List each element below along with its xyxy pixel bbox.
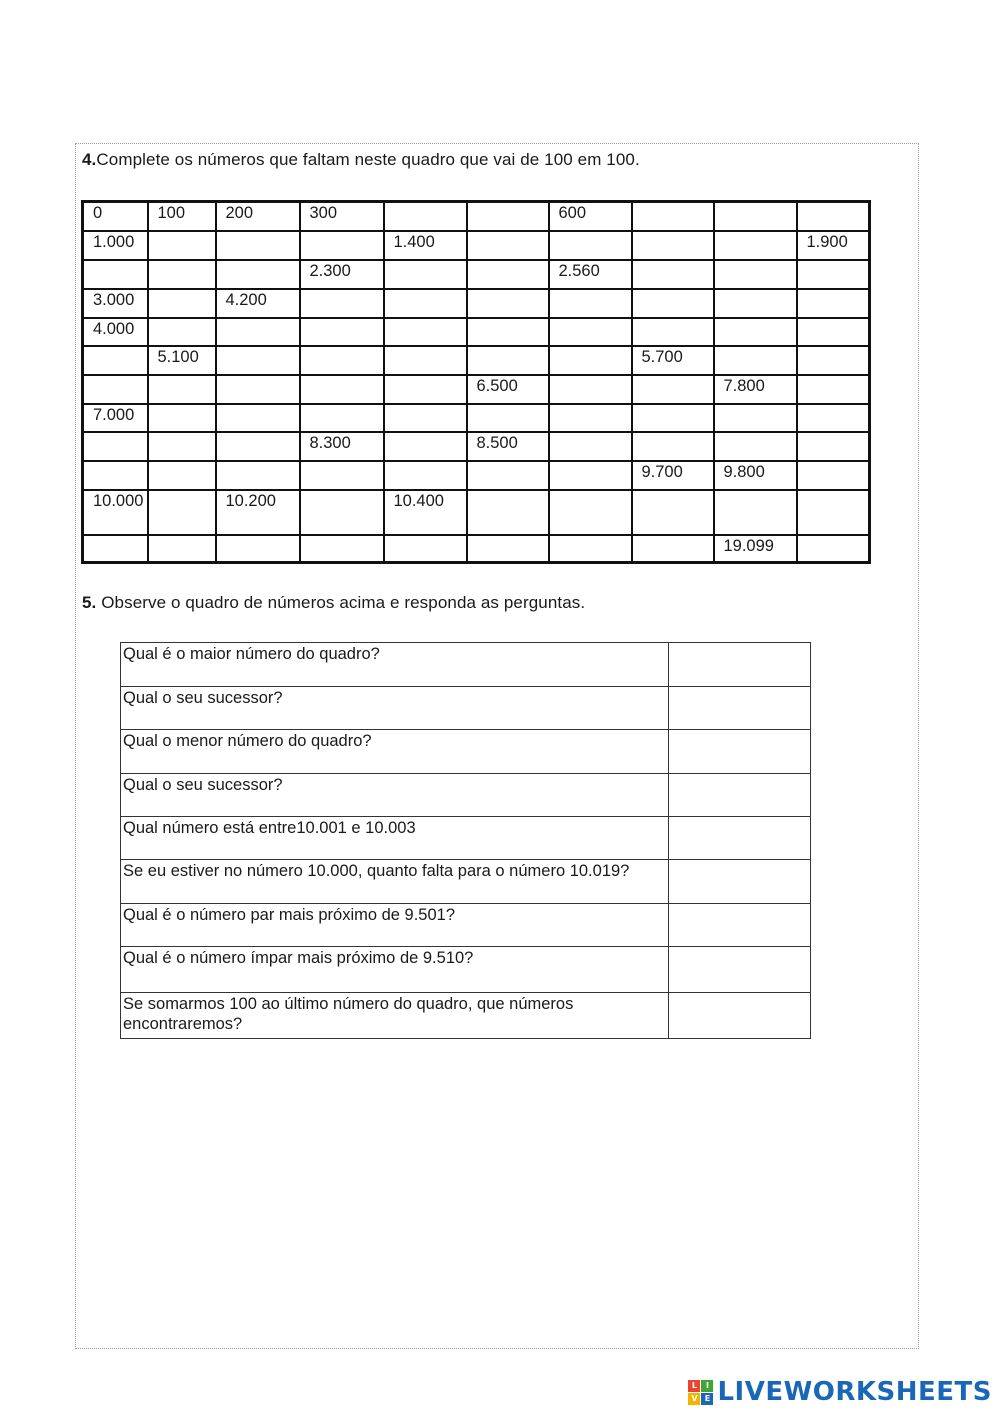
grid-cell[interactable] (632, 231, 714, 260)
grid-cell[interactable] (300, 404, 384, 432)
answer-field[interactable] (669, 730, 811, 774)
grid-cell[interactable] (384, 461, 467, 490)
grid-cell[interactable] (300, 535, 384, 563)
grid-cell[interactable] (714, 260, 797, 289)
grid-cell: 300 (300, 202, 384, 231)
grid-cell[interactable] (467, 231, 549, 260)
grid-cell[interactable] (549, 432, 632, 461)
grid-cell[interactable] (467, 260, 549, 289)
grid-cell[interactable] (549, 231, 632, 260)
grid-cell[interactable] (797, 461, 870, 490)
brand-text: LIVEWORKSHEETS (717, 1377, 992, 1407)
grid-row (83, 318, 870, 346)
grid-cell[interactable] (632, 375, 714, 404)
question-text: Se somarmos 100 ao último número do quadro, que números encontraremos? (121, 993, 669, 1039)
grid-cell[interactable] (384, 535, 467, 563)
grid-cell[interactable] (83, 432, 148, 461)
grid-cell[interactable] (384, 432, 467, 461)
grid-cell: 3.000 (83, 289, 148, 318)
grid-cell[interactable] (467, 346, 549, 375)
grid-cell[interactable] (148, 289, 216, 318)
question-text: Qual o seu sucessor? (121, 687, 669, 730)
question-row (121, 817, 811, 860)
grid-cell: 5.700 (632, 346, 714, 375)
grid-cell: 100 (148, 202, 216, 231)
grid-row (83, 375, 870, 404)
section-5-text: Observe o quadro de números acima e responda as perguntas. (96, 593, 586, 612)
grid-cell[interactable] (797, 202, 870, 231)
grid-cell: 9.800 (714, 461, 797, 490)
logo-letter: I (701, 1380, 713, 1392)
grid-cell[interactable] (300, 490, 384, 535)
grid-cell[interactable] (216, 260, 300, 289)
grid-cell[interactable] (148, 231, 216, 260)
grid-cell: 2.560 (549, 260, 632, 289)
answer-field[interactable] (669, 947, 811, 993)
logo-letter: V (688, 1393, 700, 1405)
grid-cell[interactable] (714, 404, 797, 432)
grid-cell[interactable] (83, 346, 148, 375)
grid-cell: 7.000 (83, 404, 148, 432)
grid-cell[interactable] (549, 318, 632, 346)
grid-cell[interactable] (549, 535, 632, 563)
grid-cell[interactable] (467, 289, 549, 318)
grid-cell[interactable] (83, 260, 148, 289)
grid-cell: 1.000 (83, 231, 148, 260)
grid-cell[interactable] (148, 375, 216, 404)
answer-field[interactable] (669, 817, 811, 860)
grid-cell: 2.300 (300, 260, 384, 289)
number-grid (81, 200, 871, 564)
grid-cell: 0 (83, 202, 148, 231)
grid-cell[interactable] (714, 432, 797, 461)
grid-cell: 19.099 (714, 535, 797, 563)
grid-cell[interactable] (797, 260, 870, 289)
grid-cell[interactable] (384, 375, 467, 404)
grid-cell: 1.900 (797, 231, 870, 260)
grid-cell[interactable] (148, 318, 216, 346)
question-row (121, 993, 811, 1039)
question-row (121, 860, 811, 904)
section-4-heading (82, 150, 640, 170)
grid-cell: 200 (216, 202, 300, 231)
grid-cell[interactable] (300, 231, 384, 260)
grid-row (83, 404, 870, 432)
grid-cell: 8.300 (300, 432, 384, 461)
answer-field[interactable] (669, 687, 811, 730)
grid-cell[interactable] (632, 260, 714, 289)
question-row (121, 947, 811, 993)
question-text: Qual é o número ímpar mais próximo de 9.510? (121, 947, 669, 993)
grid-cell[interactable] (467, 404, 549, 432)
grid-cell[interactable] (384, 260, 467, 289)
question-text: Se eu estiver no número 10.000, quanto falta para o número 10.019? (121, 860, 669, 904)
grid-row (83, 202, 870, 231)
grid-cell: 5.100 (148, 346, 216, 375)
grid-row (83, 260, 870, 289)
answer-field[interactable] (669, 643, 811, 687)
grid-cell[interactable] (83, 535, 148, 563)
grid-cell[interactable] (384, 202, 467, 231)
questions-table (120, 642, 811, 1039)
grid-row (83, 535, 870, 563)
grid-cell[interactable] (632, 404, 714, 432)
liveworksheets-brand[interactable] (688, 1377, 992, 1407)
grid-cell[interactable] (148, 404, 216, 432)
grid-cell[interactable] (797, 404, 870, 432)
grid-cell[interactable] (632, 202, 714, 231)
question-text: Qual o menor número do quadro? (121, 730, 669, 774)
grid-cell[interactable] (714, 346, 797, 375)
grid-cell[interactable] (216, 231, 300, 260)
grid-cell[interactable] (467, 318, 549, 346)
question-row (121, 904, 811, 947)
grid-cell: 10.000 (83, 490, 148, 535)
section-5-heading (82, 593, 585, 613)
grid-cell[interactable] (300, 375, 384, 404)
grid-cell: 7.800 (714, 375, 797, 404)
grid-cell[interactable] (384, 318, 467, 346)
question-row (121, 730, 811, 774)
question-text: Qual número está entre10.001 e 10.003 (121, 817, 669, 860)
grid-cell[interactable] (83, 375, 148, 404)
grid-cell[interactable] (148, 490, 216, 535)
grid-cell[interactable] (549, 346, 632, 375)
liveworksheets-logo-icon (688, 1380, 713, 1405)
section-4-text: Complete os números que faltam neste quadro que vai de 100 em 100. (96, 150, 640, 169)
question-text: Qual é o número par mais próximo de 9.501? (121, 904, 669, 947)
grid-cell[interactable] (467, 202, 549, 231)
grid-cell[interactable] (467, 535, 549, 563)
grid-cell[interactable] (714, 318, 797, 346)
grid-cell[interactable] (714, 490, 797, 535)
grid-cell[interactable] (216, 461, 300, 490)
answer-field[interactable] (669, 774, 811, 817)
grid-cell[interactable] (797, 289, 870, 318)
grid-cell[interactable] (148, 461, 216, 490)
grid-cell[interactable] (384, 289, 467, 318)
grid-cell[interactable] (467, 461, 549, 490)
grid-cell[interactable] (216, 404, 300, 432)
grid-cell[interactable] (216, 318, 300, 346)
grid-cell: 600 (549, 202, 632, 231)
grid-cell: 8.500 (467, 432, 549, 461)
section-5-number: 5. (82, 593, 97, 612)
grid-cell[interactable] (797, 375, 870, 404)
grid-cell: 6.500 (467, 375, 549, 404)
grid-cell[interactable] (300, 289, 384, 318)
grid-cell[interactable] (148, 260, 216, 289)
question-row (121, 643, 811, 687)
grid-cell[interactable] (216, 432, 300, 461)
grid-cell[interactable] (300, 346, 384, 375)
grid-cell[interactable] (148, 432, 216, 461)
grid-cell[interactable] (549, 289, 632, 318)
grid-cell[interactable] (384, 346, 467, 375)
grid-cell[interactable] (148, 535, 216, 563)
grid-cell: 9.700 (632, 461, 714, 490)
logo-letter: E (701, 1393, 713, 1405)
grid-cell[interactable] (797, 432, 870, 461)
grid-cell[interactable] (632, 432, 714, 461)
grid-cell[interactable] (549, 404, 632, 432)
question-row (121, 774, 811, 817)
grid-cell[interactable] (632, 490, 714, 535)
grid-cell[interactable] (797, 318, 870, 346)
grid-cell[interactable] (549, 490, 632, 535)
grid-cell[interactable] (714, 231, 797, 260)
grid-cell[interactable] (216, 346, 300, 375)
answer-field[interactable] (669, 860, 811, 904)
grid-cell[interactable] (797, 535, 870, 563)
grid-cell: 10.200 (216, 490, 300, 535)
answer-field[interactable] (669, 993, 811, 1039)
grid-cell[interactable] (632, 535, 714, 563)
grid-cell[interactable] (632, 289, 714, 318)
grid-cell: 4.000 (83, 318, 148, 346)
grid-cell[interactable] (797, 490, 870, 535)
grid-row (83, 490, 870, 535)
grid-row (83, 461, 870, 490)
grid-cell[interactable] (797, 346, 870, 375)
grid-cell[interactable] (467, 490, 549, 535)
grid-cell: 1.400 (384, 231, 467, 260)
section-4-number: 4. (82, 150, 97, 169)
grid-row (83, 289, 870, 318)
question-row (121, 687, 811, 730)
grid-cell[interactable] (632, 318, 714, 346)
grid-row (83, 432, 870, 461)
grid-cell[interactable] (216, 375, 300, 404)
grid-row (83, 346, 870, 375)
grid-cell[interactable] (300, 318, 384, 346)
grid-cell[interactable] (714, 202, 797, 231)
grid-cell[interactable] (384, 404, 467, 432)
grid-cell: 4.200 (216, 289, 300, 318)
grid-cell[interactable] (549, 375, 632, 404)
question-text: Qual o seu sucessor? (121, 774, 669, 817)
grid-cell[interactable] (216, 535, 300, 563)
question-text: Qual é o maior número do quadro? (121, 643, 669, 687)
grid-cell[interactable] (714, 289, 797, 318)
grid-cell[interactable] (549, 461, 632, 490)
grid-row (83, 231, 870, 260)
answer-field[interactable] (669, 904, 811, 947)
grid-cell[interactable] (300, 461, 384, 490)
grid-cell: 10.400 (384, 490, 467, 535)
logo-letter: L (688, 1380, 700, 1392)
grid-cell[interactable] (83, 461, 148, 490)
